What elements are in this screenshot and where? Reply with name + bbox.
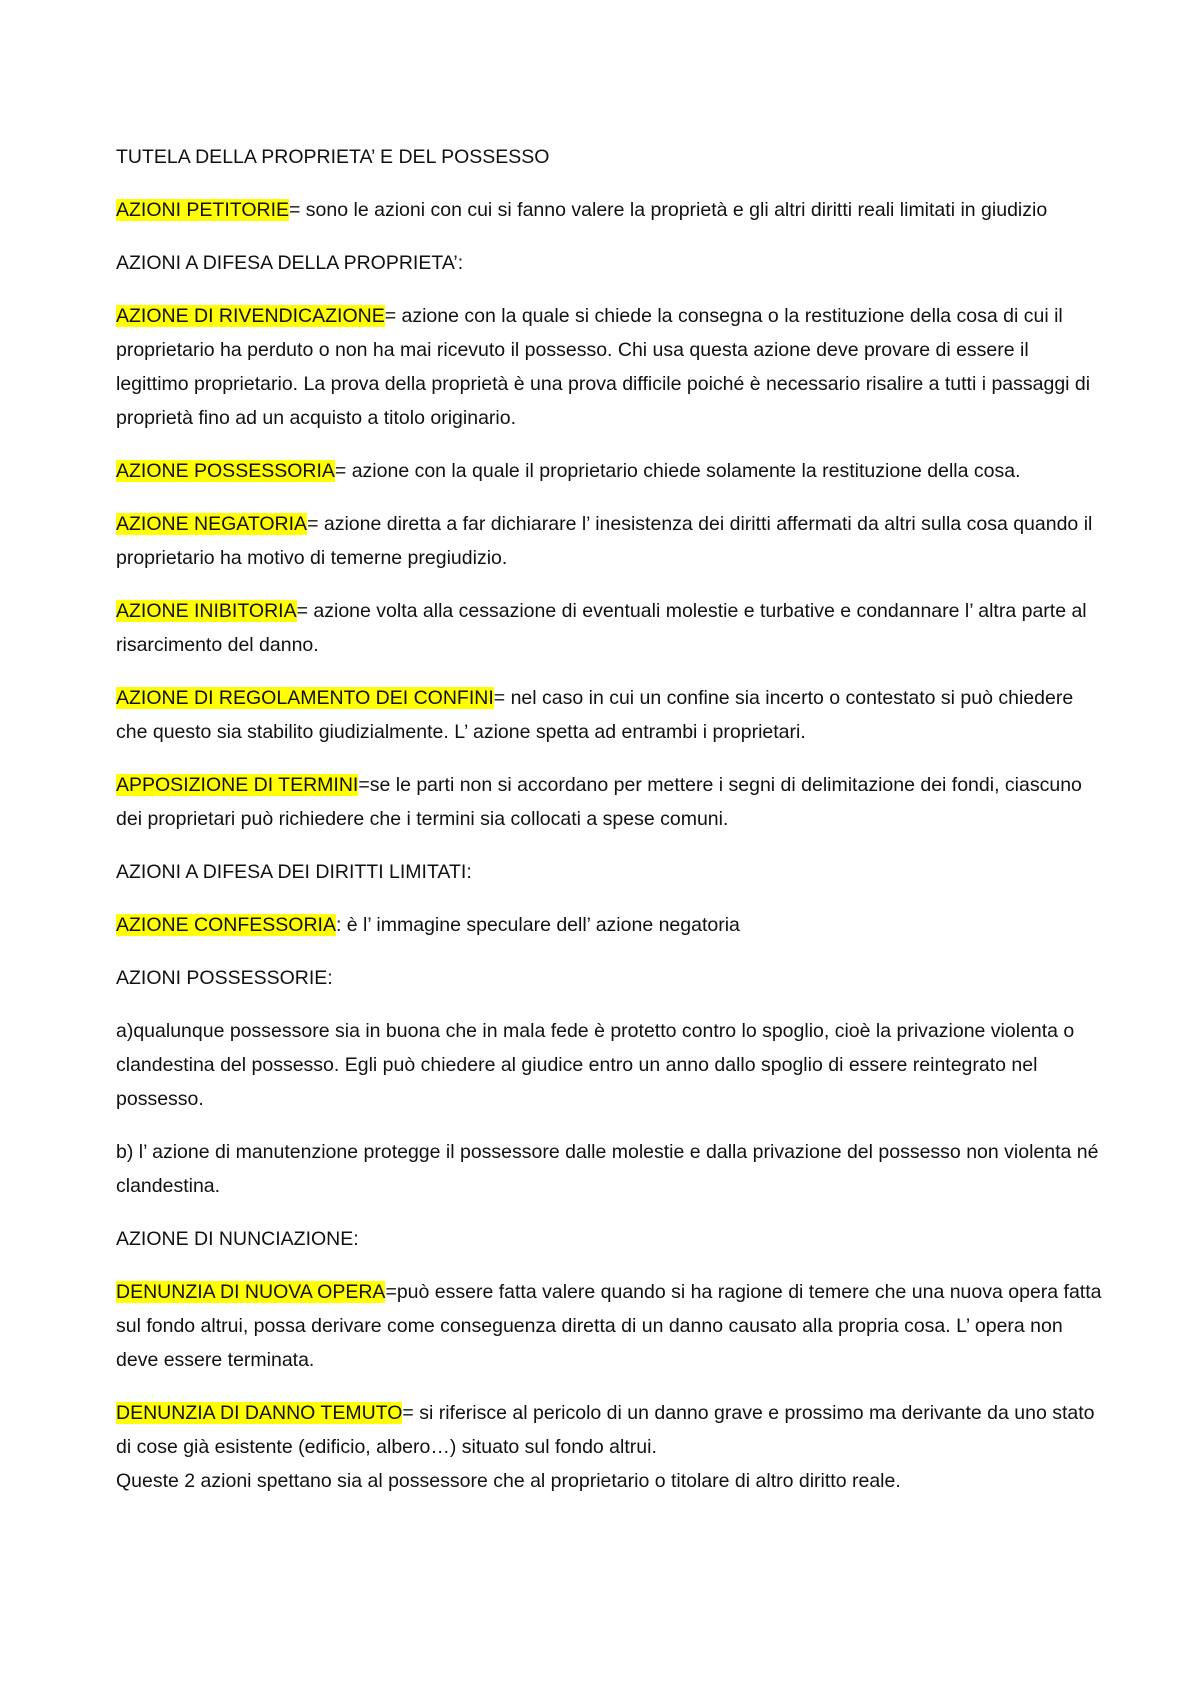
document-title: TUTELA DELLA PROPRIETA’ E DEL POSSESSO (116, 146, 550, 168)
paragraph-negatoria (116, 507, 1106, 575)
paragraph-possessoria (116, 454, 1106, 488)
paragraph-possessorie-b: b) l’ azione di manutenzione protegge il possessore dalle molestie e dalla privazione del possesso non violenta né clandestina. (116, 1141, 1099, 1197)
paragraph-possessorie-a: a)qualunque possessore sia in buona che in mala fede è protetto contro lo spoglio, cioè la privazione violenta o clandestina del possesso. Egli può chiedere al giudice entro un anno dallo spoglio di essere reintegrato nel possesso. (116, 1020, 1075, 1110)
paragraph-danno-temuto (116, 1396, 1106, 1464)
definition-text: = sono le azioni con cui si fanno valere la proprietà e gli altri diritti reali limitati in giudizio (289, 199, 1048, 221)
highlighted-term: DENUNZIA DI DANNO TEMUTO (116, 1402, 403, 1424)
highlighted-term: AZIONE INIBITORIA (116, 600, 297, 622)
paragraph-confini (116, 681, 1106, 749)
paragraph-rivendicazione (116, 299, 1106, 435)
paragraph-azioni-petitorie (116, 193, 1106, 227)
highlighted-term: AZIONE DI RIVENDICAZIONE (116, 305, 385, 327)
section-heading-possessorie: AZIONI POSSESSORIE: (116, 967, 333, 989)
highlighted-term: DENUNZIA DI NUOVA OPERA (116, 1281, 386, 1303)
document-page (116, 140, 1106, 1498)
definition-text: = azione diretta a far dichiarare l’ inesistenza dei diritti affermati da altri sulla cosa quando il proprietario ha motivo di temerne pregiudizio. (116, 513, 1093, 569)
paragraph-inibitoria (116, 594, 1106, 662)
definition-text: =se le parti non si accordano per mettere i segni di delimitazione dei fondi, ciascuno dei proprietari può richiedere che i termini sia collocati a spese comuni. (116, 774, 1082, 830)
highlighted-term: AZIONE NEGATORIA (116, 513, 308, 535)
highlighted-term: AZIONE POSSESSORIA (116, 460, 335, 482)
highlighted-term: AZIONI PETITORIE (116, 199, 289, 221)
definition-text: = azione con la quale il proprietario chiede solamente la restituzione della cosa. (334, 460, 1021, 482)
definition-text: = nel caso in cui un confine sia incerto o contestato si può chiedere che questo sia stabilito giudizialmente. L’ azione spetta ad entrambi i proprietari. (116, 687, 1074, 743)
definition-text: = azione con la quale si chiede la consegna o la restituzione della cosa di cui il proprietario ha perduto o non ha mai ricevuto il possesso. Chi usa questa azione deve provare di essere il legittimo proprietario. La prova della proprietà è una prova difficile poiché è necessario risalire a tutti i passaggi di proprietà fino ad un acquisto a titolo originario. (116, 305, 1091, 429)
paragraph-nuova-opera (116, 1275, 1106, 1377)
paragraph-apposizione (116, 768, 1106, 836)
definition-text: = azione volta alla cessazione di eventuali molestie e turbative e condannare l’ altra parte al risarcimento del danno. (116, 600, 1087, 656)
highlighted-term: APPOSIZIONE DI TERMINI (116, 774, 359, 796)
section-heading-proprieta: AZIONI A DIFESA DELLA PROPRIETA’: (116, 252, 464, 274)
definition-text: : è l’ immagine speculare dell’ azione negatoria (335, 914, 740, 936)
paragraph-closing: Queste 2 azioni spettano sia al possessore che al proprietario o titolare di altro diritto reale. (116, 1470, 901, 1492)
definition-text: = si riferisce al pericolo di un danno grave e prossimo ma derivante da uno stato di cose già esistente (edificio, albero…) situato sul fondo altrui. (116, 1402, 1095, 1458)
paragraph-confessoria (116, 908, 1106, 942)
highlighted-term: AZIONE DI REGOLAMENTO DEI CONFINI (116, 687, 494, 709)
section-heading-nunciazione: AZIONE DI NUNCIAZIONE: (116, 1228, 359, 1250)
definition-text: =può essere fatta valere quando si ha ragione di temere che una nuova opera fatta sul fondo altrui, possa derivare come conseguenza diretta di un danno causato alla propria cosa. L’ opera non deve essere terminata. (116, 1281, 1102, 1371)
section-heading-limitati: AZIONI A DIFESA DEI DIRITTI LIMITATI: (116, 861, 472, 883)
highlighted-term: AZIONE CONFESSORIA (116, 914, 336, 936)
